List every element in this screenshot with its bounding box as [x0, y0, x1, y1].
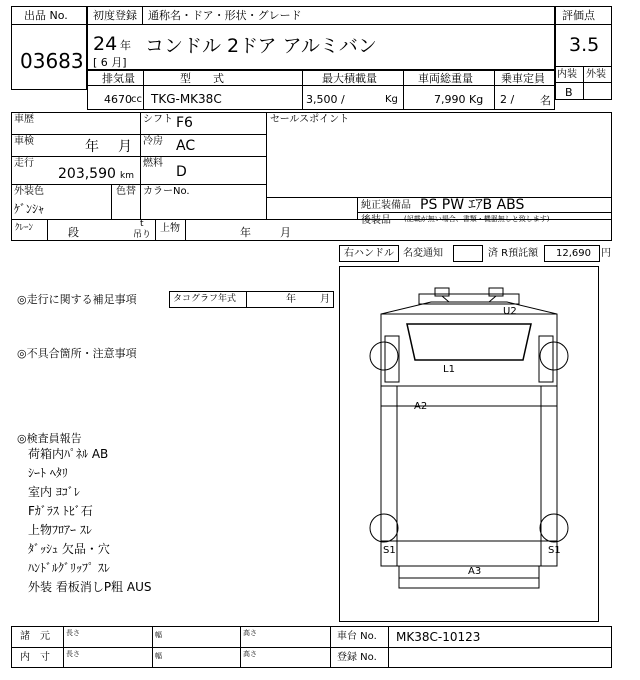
height-label: 高さ	[243, 629, 257, 637]
lift-month: 月	[280, 226, 291, 239]
lift-year: 年	[240, 226, 251, 239]
reg-year-unit: 年	[120, 39, 131, 52]
crane-lift: 吊り	[133, 230, 152, 240]
mark-l1: L1	[443, 364, 455, 375]
dims-label: 諸 元	[20, 631, 50, 642]
model-type-label: 型 式	[180, 72, 224, 85]
exterior-color-label: 外装色	[14, 186, 44, 197]
inspector-item: ｼｰﾄ ﾍﾀﾘ	[28, 466, 68, 480]
displacement-value: 4670	[104, 93, 132, 106]
crane-label: ｸﾚｰﾝ	[15, 223, 34, 233]
tachograph-label: タコグラフ年式	[173, 294, 237, 304]
model-type-value: TKG-MK38C	[151, 92, 222, 106]
name-label: 通称名・ドア・形状・グレード	[148, 9, 302, 22]
height-label-inner: 高さ	[243, 650, 257, 658]
inspection-label: 車検	[14, 136, 34, 147]
grade-label: 評価点	[562, 9, 595, 22]
exterior-label: 外装	[586, 69, 606, 80]
width-label: 幅	[155, 631, 162, 639]
name-change-label: 名変通知	[403, 248, 443, 259]
mileage-unit: km	[120, 171, 134, 181]
shift-value: F6	[176, 115, 193, 131]
inspector-item: 荷箱内ﾊﾟﾈﾙ AB	[28, 447, 109, 461]
reg-year: 24	[93, 33, 118, 55]
inspector-item: ﾀﾞｯｼｭ 欠品・穴	[28, 542, 110, 556]
crane-t: t	[140, 219, 144, 229]
reg-month: [ 6 月]	[93, 56, 127, 69]
capacity-value: 2 /	[500, 93, 515, 106]
cooling-label: 冷房	[143, 136, 163, 147]
steering: 右ハンドル	[344, 248, 394, 259]
length-label: 長さ	[66, 629, 80, 637]
reg-label: 登録 No.	[337, 652, 377, 663]
mark-a2: A2	[414, 401, 428, 412]
max-load-unit: Kg	[385, 94, 398, 105]
name-change-box	[453, 245, 483, 262]
equipment-value: PS PW ｴｱB ABS	[420, 197, 525, 213]
mark-a3: A3	[468, 566, 482, 577]
mark-u2: U2	[503, 306, 517, 317]
exterior-color-value: ｹﾞﾝｼｬ	[14, 202, 45, 216]
inspector-item: Fｶﾞﾗｽ ﾄﾋﾞ石	[28, 504, 93, 518]
chassis-label: 車台 No.	[337, 631, 377, 642]
color-code-label: カラーNo.	[143, 186, 190, 197]
inner-label: 内 寸	[20, 652, 50, 663]
width-label-inner: 幅	[155, 652, 162, 660]
gross-weight-value: 7,990 Kg	[434, 93, 484, 106]
inspection-year: 年	[85, 139, 99, 155]
mileage-value: 203,590	[58, 166, 116, 182]
displacement-unit: cc	[131, 94, 142, 105]
lot-label: 出品 No.	[24, 9, 68, 22]
mileage-label: 走行	[14, 158, 34, 169]
recycle-amount: 12,690	[556, 248, 591, 259]
length-label-inner: 長さ	[66, 650, 80, 658]
fuel-value: D	[176, 164, 187, 180]
chassis-number: MK38C-10123	[396, 630, 481, 644]
inspector-item: 外装 看板消しP粗 AUS	[28, 580, 152, 594]
interior-label: 内装	[557, 69, 577, 80]
mark-s1-right: S1	[548, 545, 561, 556]
capacity-label: 乗車定員	[501, 72, 545, 85]
max-load-label: 最大積載量	[322, 72, 377, 85]
capacity-unit: 名	[540, 94, 551, 107]
recycle-label: 済 R預託額	[488, 248, 539, 259]
recycle-unit: 円	[601, 248, 611, 259]
max-load-value: 3,500 /	[306, 93, 345, 106]
tacho-month: 月	[320, 294, 330, 305]
gross-weight-label: 車両総重量	[418, 72, 473, 85]
sales-point-label: セールスポイント	[270, 114, 350, 125]
shift-label: シフト	[143, 114, 173, 125]
aftermarket-label: 後装品	[361, 215, 391, 226]
inspector-item: 室内 ﾖｺﾞﾚ	[28, 485, 80, 499]
aftermarket-note: (記載が無い場合、書類・機器無しと致します)	[404, 215, 550, 223]
inspector-label: ◎検査員報告	[17, 432, 82, 445]
tacho-year: 年	[286, 294, 296, 305]
mark-s1-left: S1	[383, 545, 396, 556]
lot-number: 03683	[20, 49, 84, 73]
fuel-label: 燃料	[143, 158, 163, 169]
lift-label: 上物	[160, 223, 180, 234]
grade-value: 3.5	[569, 34, 600, 56]
equipment-label: 純正装備品	[361, 200, 411, 211]
interior-grade: B	[565, 86, 573, 99]
history-label: 車歴	[14, 114, 34, 125]
color-no-label: 色替	[116, 186, 136, 197]
inspector-item: ﾊﾝﾄﾞﾙｸﾞﾘｯﾌﾟ ｽﾚ	[28, 561, 110, 575]
defects-label: ◎不具合箇所・注意事項	[17, 347, 137, 360]
cooling-value: AC	[176, 138, 196, 154]
first-reg-label: 初度登録	[93, 9, 137, 22]
inspection-month: 月	[118, 139, 132, 155]
crane-stage: 段	[68, 226, 79, 239]
displacement-label: 排気量	[102, 72, 135, 85]
inspector-item: 上物ﾌﾛｱｰ ｽﾚ	[28, 523, 92, 537]
driving-label: ◎走行に関する補足事項	[17, 293, 137, 306]
model-name: コンドル 2ドア アルミバン	[145, 35, 377, 57]
